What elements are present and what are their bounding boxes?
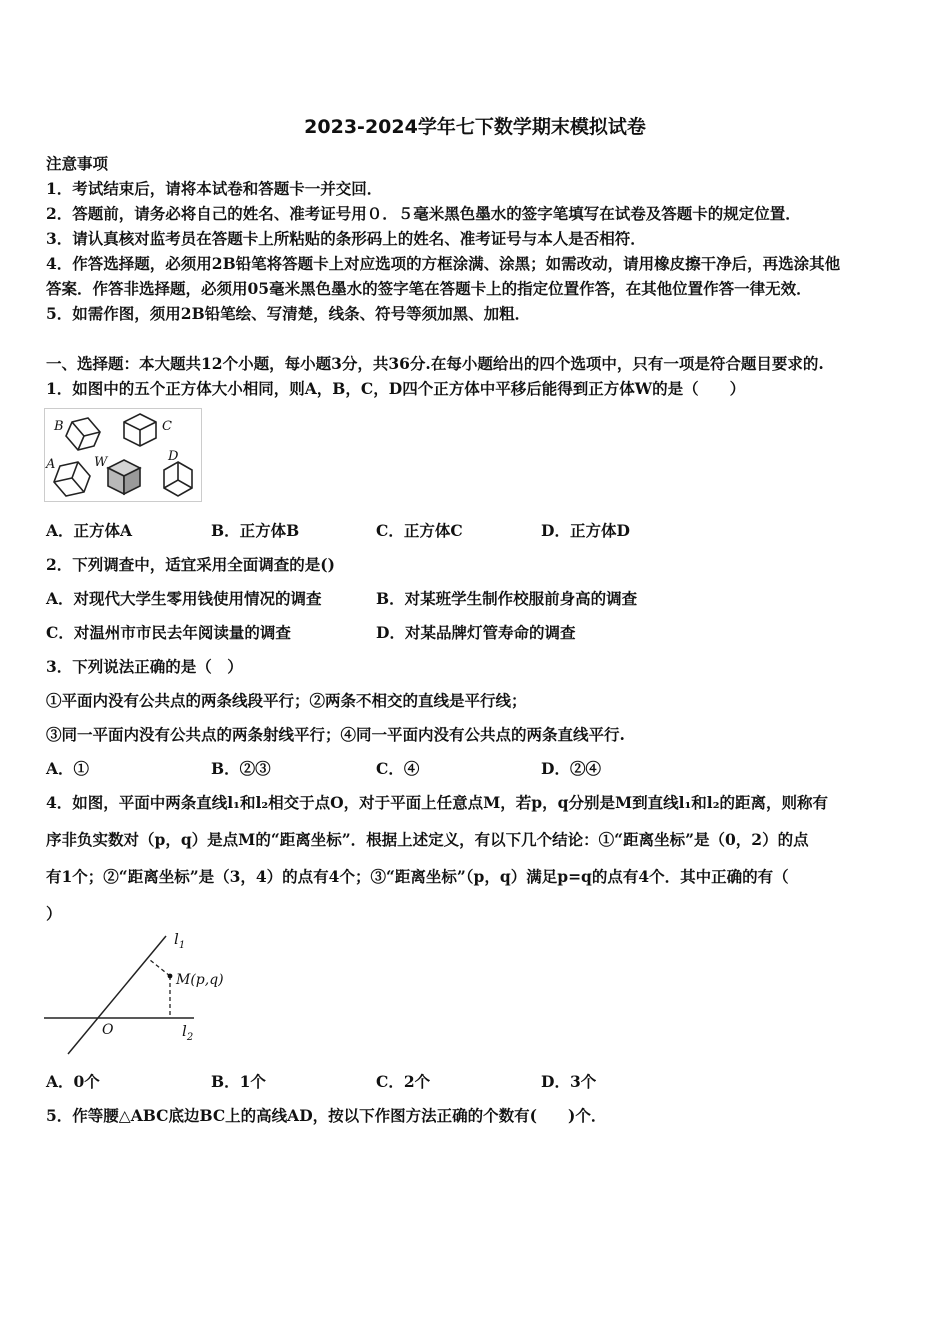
label-l2-sub: 2 — [186, 1032, 194, 1043]
q3-statement-line: ③同一平面内没有公共点的两条射线平行；④同一平面内没有公共点的两条直线平行. — [46, 725, 625, 744]
label-b: B — [54, 419, 64, 434]
label-m: M(p,q) — [176, 972, 224, 988]
notice-item: 2．答题前，请务必将自己的姓名、准考证号用０．５毫米黑色墨水的签字笔填写在试卷及答题卡的规定位置． — [46, 204, 801, 223]
q1-stem: 1．如图中的五个正方体大小相同，则A，B，C，D四个正方体中平移后能得到正方体W的是（ ） — [46, 379, 746, 398]
q4-option-a[interactable]: A．0个 — [46, 1072, 100, 1091]
label-o: O — [102, 1022, 114, 1038]
q3-option-b[interactable]: B．②③ — [211, 759, 271, 778]
perp-to-l1 — [150, 960, 170, 976]
q1-option-a[interactable]: A．正方体A — [46, 521, 133, 540]
q4-option-d[interactable]: D．3个 — [541, 1072, 597, 1091]
q2-option-c[interactable]: C．对温州市市民去年阅读量的调查 — [46, 623, 291, 642]
q3-stem: 3．下列说法正确的是（ ） — [46, 657, 243, 676]
label-l1: l — [174, 930, 179, 948]
label-l1-sub: 1 — [178, 940, 186, 951]
q4-stem-line: 有1个；②“距离坐标”是（3，4）的点有4个；③“距离坐标”（p，q）满足p=q的点有4个．其中正确的有（ — [46, 867, 789, 886]
label-d: D — [168, 449, 179, 464]
q3-statement-line: ①平面内没有公共点的两条线段平行；②两条不相交的直线是平行线； — [46, 691, 527, 710]
q1-option-d[interactable]: D．正方体D — [541, 521, 630, 540]
svg-text:l2 — [182, 1022, 193, 1043]
q3-option-c[interactable]: C．④ — [376, 759, 420, 778]
q4-stem-line: 4．如图，平面中两条直线l₁和l₂相交于点O，对于平面上任意点M，若p，q分别是M到直线l₁和l₂的距离，则称有 — [46, 793, 828, 812]
notice-item: 5．如需作图，须用2B铅笔绘、写清楚，线条、符号等须加黑、加粗． — [46, 304, 531, 323]
q1-option-b[interactable]: B．正方体B — [211, 521, 300, 540]
q3-option-d[interactable]: D．②④ — [541, 759, 601, 778]
notice-item: 1．考试结束后，请将本试卷和答题卡一并交回． — [46, 179, 383, 198]
q2-option-d[interactable]: D．对某品牌灯管寿命的调查 — [376, 623, 576, 642]
point-m — [168, 974, 173, 979]
notice-item: 4．作答选择题，必须用2B铅笔将答题卡上对应选项的方框涂满、涂黑；如需改动，请用橡皮擦干净后，再选涂其他 — [46, 254, 841, 273]
notice-item: 答案．作答非选择题，必须用05毫米黑色墨水的签字笔在答题卡上的指定位置作答，在其他位置作答一律无效． — [46, 279, 812, 298]
notice-heading: 注意事项 — [46, 154, 109, 173]
label-l2: l — [182, 1022, 187, 1040]
q1-option-c[interactable]: C．正方体C — [376, 521, 463, 540]
q2-stem: 2．下列调查中，适宜采用全面调查的是() — [46, 555, 335, 574]
notice-item: 3．请认真核对监考员在答题卡上所粘贴的条形码上的姓名、准考证号与本人是否相符． — [46, 229, 646, 248]
page-title: 2023-2024学年七下数学期末模拟试卷 — [304, 116, 646, 138]
q4-stem-line: 序非负实数对（p，q）是点M的“距离坐标”．根据上述定义，有以下几个结论：①“距离坐标”是（0，2）的点 — [46, 830, 809, 849]
q2-option-a[interactable]: A．对现代大学生零用钱使用情况的调查 — [46, 589, 322, 608]
label-a: A — [46, 457, 56, 472]
q4-option-c[interactable]: C．2个 — [376, 1072, 431, 1091]
q3-option-a[interactable]: A．① — [46, 759, 90, 778]
label-c: C — [162, 419, 172, 434]
q4-stem-line: ） — [46, 904, 62, 923]
q4-option-b[interactable]: B．1个 — [211, 1072, 266, 1091]
section-heading: 一、选择题：本大题共12个小题，每小题3分，共36分.在每小题给出的四个选项中，只有一项是符合题目要求的. — [46, 354, 824, 373]
q4-distance-figure — [44, 928, 244, 1058]
svg-text:l1 — [174, 930, 185, 951]
line-l1 — [68, 936, 166, 1054]
q5-stem: 5．作等腰△ABC底边BC上的高线AD，按以下作图方法正确的个数有( )个． — [46, 1106, 607, 1125]
q2-option-b[interactable]: B．对某班学生制作校服前身高的调查 — [376, 589, 638, 608]
q1-cube-figure — [44, 408, 202, 502]
label-w: W — [94, 455, 108, 470]
